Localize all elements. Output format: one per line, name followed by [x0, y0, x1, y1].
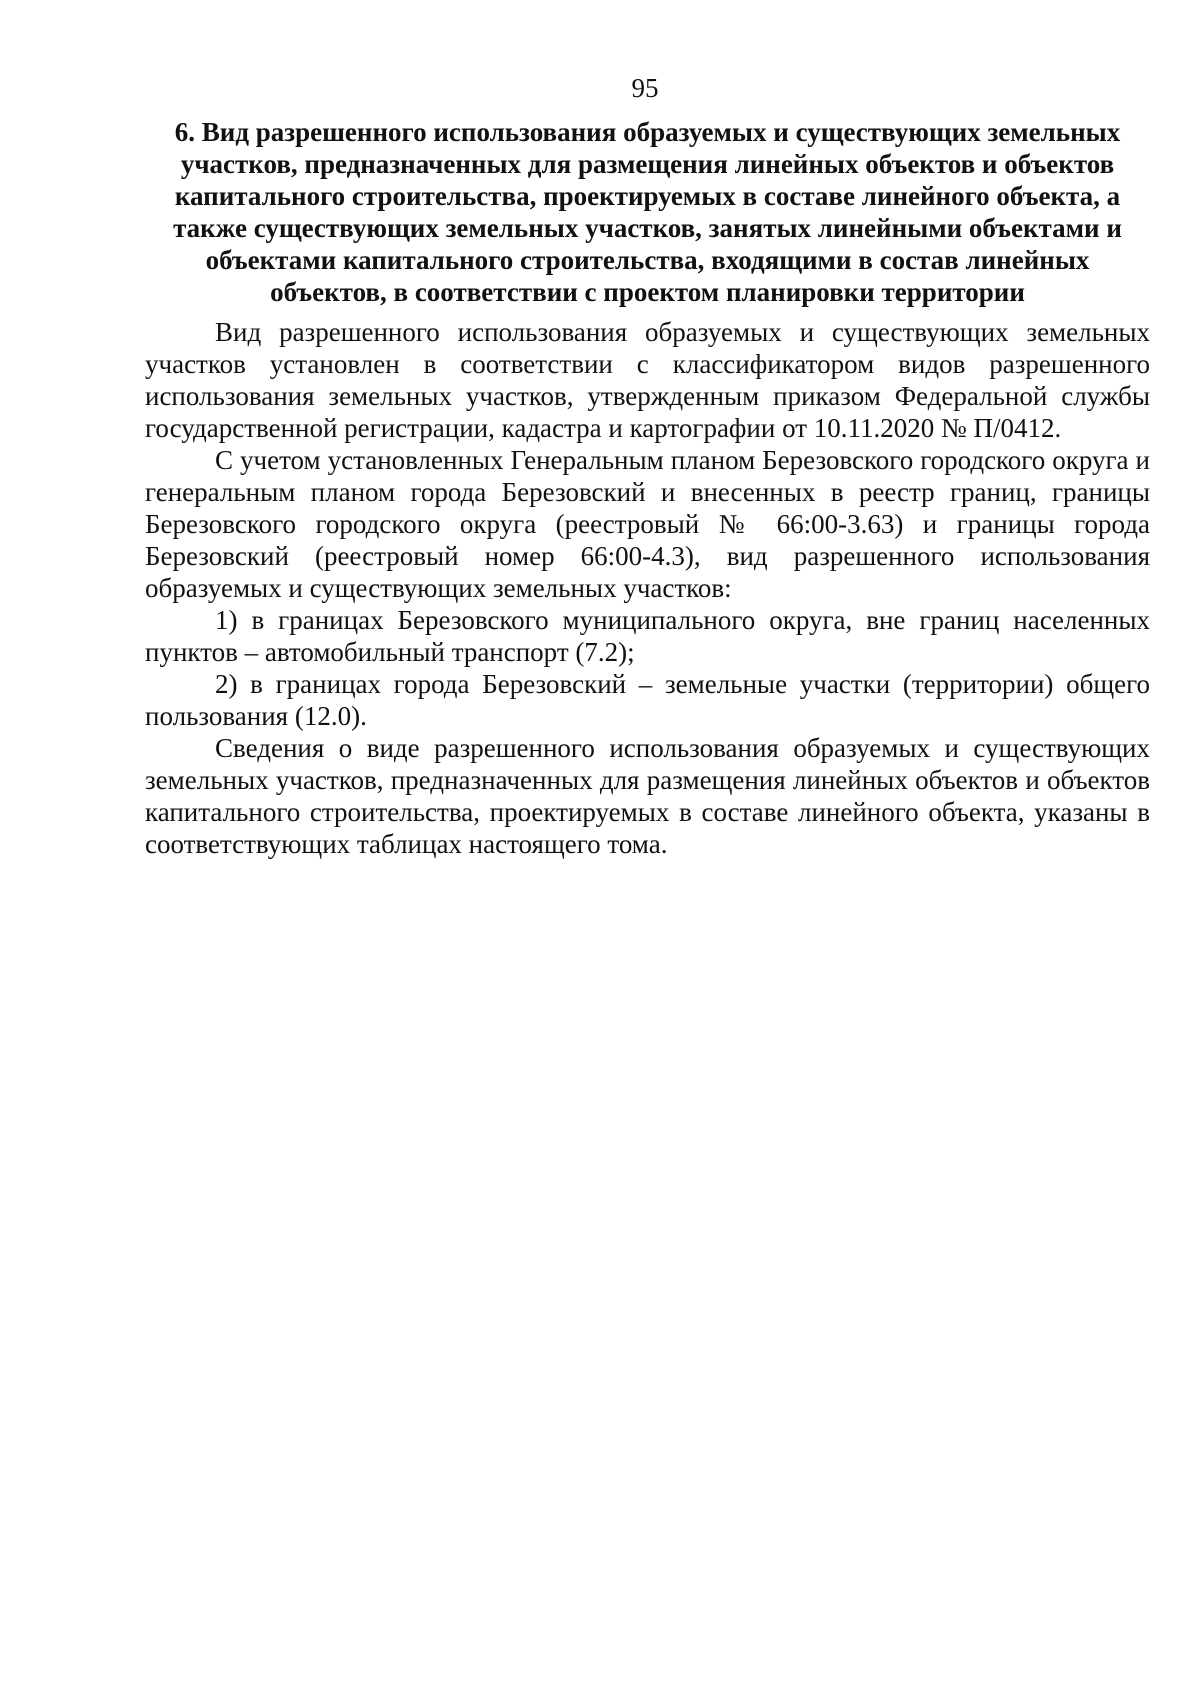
paragraph-classifier: Вид разрешенного использования образуемых и существующих земельных участков установлен в соответствии с классификатором видов разрешенного использования земельных участков, утвержденным приказом Федеральной службы государственной регистрации, кадастра и картографии от 10.11.2020 № П/0412. — [145, 317, 1150, 443]
section-heading: 6. Вид разрешенного использования образуемых и существующих земельных участков, предназначенных для размещения линейных объектов и объектов капитального строительства, проектируемых в составе линейного объекта, а также существующих земельных участков, занятых линейными объектами и объектами капитального строительства, входящими в состав линейных объектов, в соответствии с проектом планировки территории — [173, 117, 1122, 307]
list-item-city-berezovsky: 2) в границах города Березовский – земельные участки (территории) общего пользования (12.0). — [145, 669, 1150, 731]
page-number: 95 — [631, 73, 659, 103]
document-body — [145, 116, 1150, 860]
paragraph-tables-reference: Сведения о виде разрешенного использования образуемых и существующих земельных участков, предназначенных для размещения линейных объектов и объектов капитального строительства, проектируемых в составе линейного объекта, указаны в соответствующих таблицах настоящего тома. — [145, 733, 1150, 859]
list-item-municipal-district: 1) в границах Березовского муниципального округа, вне границ населенных пунктов – автомобильный транспорт (7.2); — [145, 605, 1150, 667]
paragraph-general-plan: С учетом установленных Генеральным планом Березовского городского округа и генеральным планом города Березовский и внесенных в реестр границ, границы Березовского городского округа (реестровый № 66:00-3.63) и границы города Березовский (реестровый номер 66:00-4.3), вид разрешенного использования образуемых и существующих земельных участков: — [145, 445, 1150, 603]
